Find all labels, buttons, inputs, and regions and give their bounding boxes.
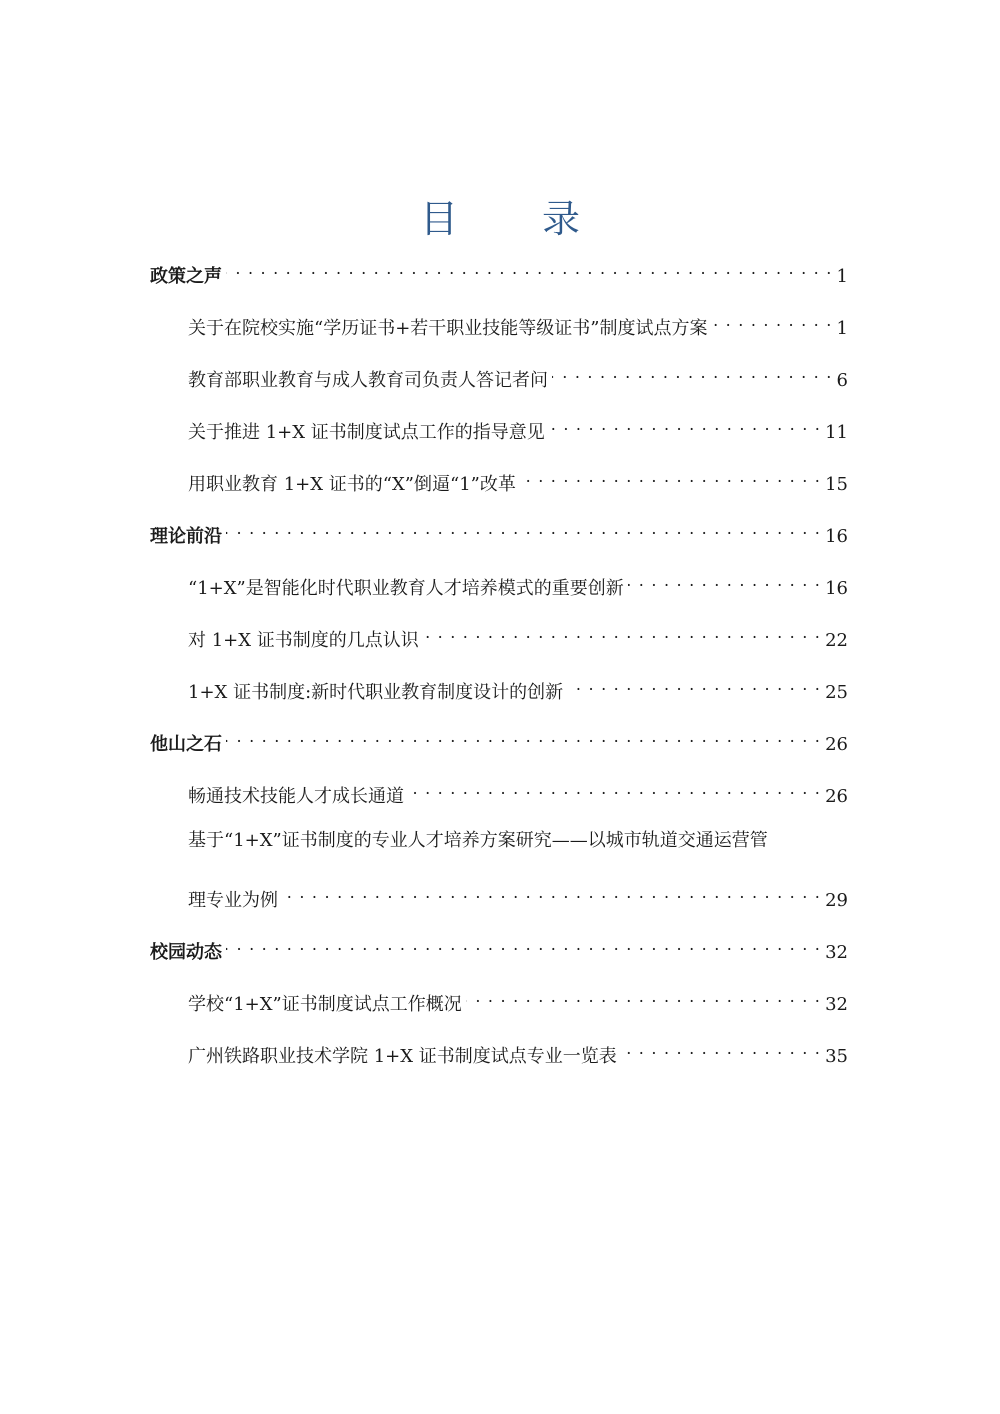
toc-entry-label: 教育部职业教育与成人教育司负责人答记者问	[188, 370, 548, 391]
toc-entry[interactable]	[188, 308, 848, 339]
toc-entry[interactable]	[188, 360, 848, 391]
toc-page-number: 1	[836, 318, 848, 339]
dot-leader	[466, 984, 821, 1010]
toc-section-label: 他山之石	[150, 734, 222, 755]
toc-page-number: 32	[825, 942, 848, 963]
dot-leader	[552, 360, 833, 386]
dot-leader	[226, 256, 833, 282]
dot-leader	[423, 620, 821, 646]
toc-page-number: 1	[836, 266, 848, 287]
toc-entry-label: 关于在院校实施“学历证书+若干职业技能等级证书”制度试点方案	[188, 318, 708, 339]
toc-entry-label: 学校“1+X”证书制度试点工作概况	[188, 994, 462, 1015]
toc-entry-label: “1+X”是智能化时代职业教育人才培养模式的重要创新	[188, 578, 624, 599]
dot-leader	[226, 516, 821, 542]
dot-leader	[226, 724, 821, 750]
toc-entry[interactable]	[188, 620, 848, 651]
toc-page-number: 16	[825, 578, 848, 599]
dot-leader	[520, 464, 821, 490]
dot-leader	[628, 568, 821, 594]
toc-section-policy[interactable]	[150, 256, 848, 287]
toc-section-label: 校园动态	[150, 942, 222, 963]
toc-page-number: 26	[825, 786, 848, 807]
dot-leader	[711, 308, 832, 334]
toc-page-number: 26	[825, 734, 848, 755]
toc-entry-continuation[interactable]	[188, 880, 848, 911]
toc-entry[interactable]	[188, 464, 848, 495]
toc-page-number: 11	[825, 422, 848, 443]
dot-leader	[226, 932, 821, 958]
toc-entry-label: 广州铁路职业技术学院 1+X 证书制度试点专业一览表	[188, 1046, 617, 1067]
toc-page-number: 6	[836, 370, 848, 391]
toc-entry[interactable]	[188, 1036, 848, 1067]
page-title: 目 录	[419, 197, 617, 241]
dot-leader	[621, 1036, 821, 1062]
toc-page-number: 22	[825, 630, 848, 651]
toc-page-number: 15	[825, 474, 848, 495]
toc-page-number: 35	[825, 1046, 848, 1067]
toc-entry-label: 基于“1+X”证书制度的专业人才培养方案研究——以城市轨道交通运营管	[188, 830, 768, 851]
toc-entry-label: 用职业教育 1+X 证书的“X”倒逼“1”改革	[188, 474, 516, 495]
dot-leader	[408, 776, 821, 802]
toc-entry[interactable]	[188, 776, 848, 807]
toc-section-theory[interactable]	[150, 516, 848, 547]
dot-leader	[567, 672, 821, 698]
toc-page-number: 25	[825, 682, 848, 703]
toc-page-number: 32	[825, 994, 848, 1015]
toc-entry-label: 对 1+X 证书制度的几点认识	[188, 630, 419, 651]
toc-page-number: 29	[825, 890, 848, 911]
dot-leader	[282, 880, 821, 906]
toc-section-label: 理论前沿	[150, 526, 222, 547]
toc-entry[interactable]	[188, 984, 848, 1015]
toc-entry-first-line[interactable]	[188, 828, 848, 854]
toc-page-number: 16	[825, 526, 848, 547]
toc-section-label: 政策之声	[150, 266, 222, 287]
toc-entry-label: 畅通技术技能人才成长通道	[188, 786, 404, 807]
toc-entry[interactable]	[188, 672, 848, 703]
toc-entry-label: 1+X 证书制度:新时代职业教育制度设计的创新	[188, 682, 564, 703]
toc-entry[interactable]	[188, 412, 848, 443]
toc-entry[interactable]	[188, 568, 848, 599]
toc-entry-label-continued: 理专业为例	[188, 890, 278, 911]
toc-section-campus[interactable]	[150, 932, 848, 963]
toc-section-other-mountain[interactable]	[150, 724, 848, 755]
dot-leader	[549, 412, 821, 438]
toc-entry-label: 关于推进 1+X 证书制度试点工作的指导意见	[188, 422, 545, 443]
